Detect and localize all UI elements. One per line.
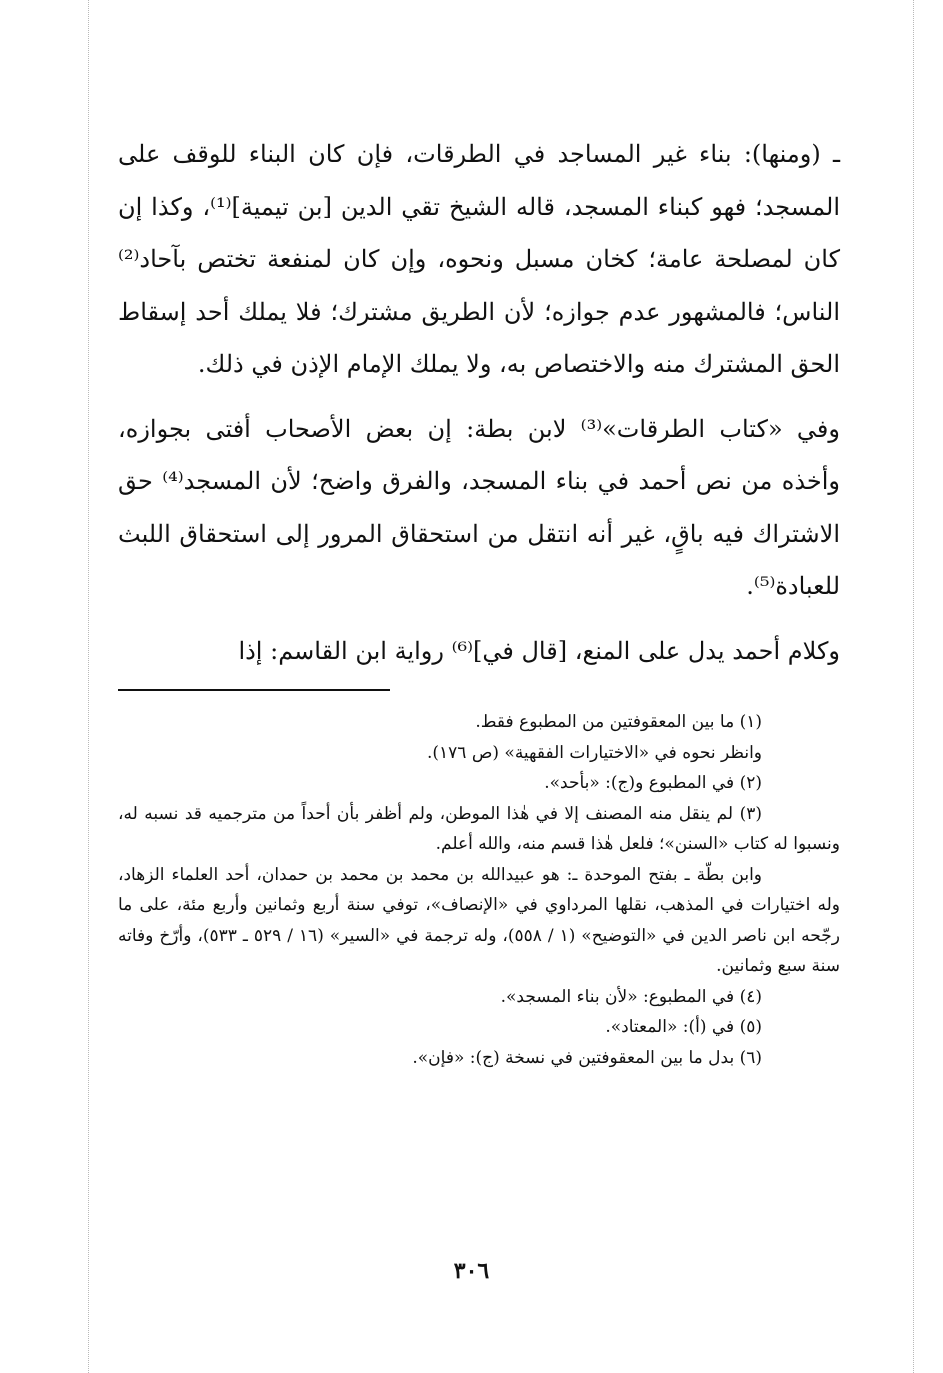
- footnote-1-continuation: وانظر نحوه في «الاختيارات الفقهية» (ص ١٧٦).: [426, 742, 762, 763]
- main-text: [118, 128, 840, 677]
- page-number: ٣٠٦: [453, 1258, 490, 1284]
- footnote-3-continuation: وابن بطّة ـ بفتح الموحدة ـ: هو عبيدالله بن محمد بن محمد بن حمدان، أحد العلماء الزهاد، وله اختيارات في المذهب، نقلها المرداوي في «الإنصاف»، توفي سنة أربع وثمانين وأربع مئة، على ما رجّحه ابن ناصر الدين في «التوضيح» (١ / ٥٥٨)، وله ترجمة في «السير» (١٦ / ٥٢٩ ـ ٥٣٣)، وأرّخ وفاته سنة سبع وثمانين.: [118, 864, 840, 976]
- scan-edge-right: [913, 0, 914, 1373]
- footnote-5: (٥) في (أ): «المعتاد».: [605, 1017, 762, 1037]
- footnote-1: (١) ما بين المعقوفتين من المطبوع فقط.: [475, 712, 762, 732]
- paragraph-3: وكلام أحمد يدل على المنع، [قال في]⁽⁶⁾ رواية ابن القاسم: إذا: [238, 636, 840, 665]
- paragraph-1: ـ (ومنها): بناء غير المساجد في الطرقات، فإن كان البناء للوقف على المسجد؛ فهو كبناء المسجد، قاله الشيخ تقي الدين [بن تيمية]⁽¹⁾، وكذا إن كان لمصلحة عامة؛ كخان مسبل ونحوه، وإن كان لمنفعة تختص بآحاد⁽²⁾ الناس؛ فالمشهور عدم جوازه؛ لأن الطريق مشترك؛ فلا يملك أحد إسقاط الحق المشترك منه والاختصاص به، ولا يملك الإمام الإذن في ذلك.: [118, 140, 840, 378]
- scan-edge-left: [88, 0, 89, 1373]
- footnote-6: (٦) بدل ما بين المعقوفتين في نسخة (ج): «فإن».: [412, 1047, 762, 1068]
- footnote-divider: [118, 689, 390, 691]
- footnote-4: (٤) في المطبوع: «لأن بناء المسجد».: [500, 986, 762, 1007]
- footnotes: [118, 707, 840, 1073]
- paragraph-2: وفي «كتاب الطرقات»⁽³⁾ لابن بطة: إن بعض الأصحاب أفتى بجوازه، وأخذه من نص أحمد في بناء المسجد، والفرق واضح؛ لأن المسجد⁽⁴⁾ حق الاشتراك فيه باقٍ، غير أنه انتقل من استحقاق المرور إلى استحقاق اللبث للعبادة⁽⁵⁾.: [118, 414, 841, 600]
- footnote-2: (٢) في المطبوع و(ج): «بأحد».: [544, 773, 762, 793]
- book-page: [118, 128, 840, 1073]
- footnote-3: (٣) لم ينقل منه المصنف إلا في هٰذا الموطن، ولم أظفر بأن أحداً من مترجميه قد نسبه له، ونسبوا له كتاب «السنن»؛ فلعل هٰذا قسم منه، والله أعلم.: [118, 803, 840, 854]
